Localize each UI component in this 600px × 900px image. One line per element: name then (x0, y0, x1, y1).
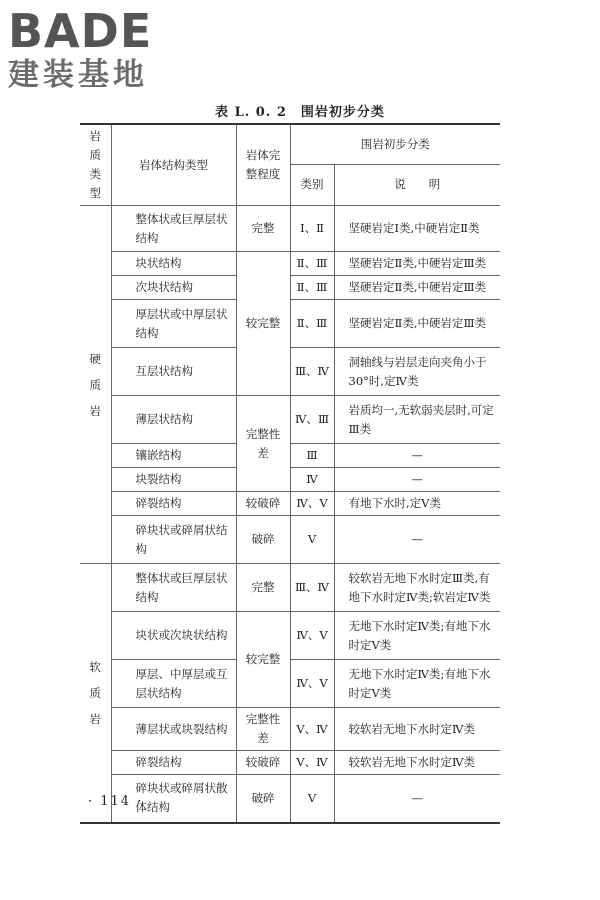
table-caption (0, 101, 600, 120)
header-integrity: 岩体完整程度 (236, 124, 290, 206)
header-description: 说 明 (334, 164, 500, 205)
table-row (80, 206, 500, 252)
description-cell: 坚硬岩定Ⅱ类,中硬岩定Ⅲ类 (334, 300, 500, 348)
structure-cell: 薄层状结构 (111, 396, 236, 444)
table-title: 围岩初步分类 (300, 105, 385, 120)
category-cell: Ⅰ、Ⅱ (290, 206, 334, 252)
header-rock-type: 岩质类型 (80, 124, 111, 206)
integrity-cell: 破碎 (236, 775, 290, 823)
structure-cell: 块状结构 (111, 252, 236, 276)
table-row (80, 612, 500, 660)
description-cell: — (334, 775, 500, 823)
description-cell: 较软岩无地下水时定Ⅲ类,有地下水时定Ⅳ类;软岩定Ⅳ类 (334, 564, 500, 612)
table-row (80, 516, 500, 564)
integrity-cell: 完整 (236, 206, 290, 252)
description-cell: 岩质均一,无软弱夹层时,可定Ⅲ类 (334, 396, 500, 444)
category-cell: Ⅳ、Ⅴ (290, 612, 334, 660)
table-row (80, 660, 500, 708)
structure-cell: 块裂结构 (111, 468, 236, 492)
page-number: · 114 · (88, 794, 144, 809)
description-cell: — (334, 516, 500, 564)
header-category: 类别 (290, 164, 334, 205)
publisher-logo (8, 6, 178, 98)
structure-cell: 块状或次块状结构 (111, 612, 236, 660)
structure-cell: 整体状或巨厚层状结构 (111, 564, 236, 612)
table-number: 表 L. 0. 2 (215, 105, 287, 120)
description-cell: 坚硬岩定Ⅱ类,中硬岩定Ⅲ类 (334, 276, 500, 300)
structure-cell: 碎块状或碎屑状散体结构 (111, 775, 236, 823)
table-row (80, 708, 500, 751)
category-cell: Ⅳ、Ⅴ (290, 660, 334, 708)
table-row (80, 444, 500, 468)
table-row (80, 276, 500, 300)
integrity-cell: 破碎 (236, 516, 290, 564)
description-cell: 坚硬岩定Ⅱ类,中硬岩定Ⅲ类 (334, 252, 500, 276)
structure-cell: 厚层、中厚层或互层状结构 (111, 660, 236, 708)
structure-cell: 厚层状或中厚层状结构 (111, 300, 236, 348)
category-cell: Ⅳ、Ⅴ (290, 492, 334, 516)
category-cell: Ⅲ、Ⅳ (290, 348, 334, 396)
category-cell: Ⅱ、Ⅲ (290, 276, 334, 300)
description-cell: 较软岩无地下水时定Ⅳ类 (334, 708, 500, 751)
header-row (80, 124, 500, 164)
category-cell: Ⅲ、Ⅳ (290, 564, 334, 612)
table-row (80, 468, 500, 492)
structure-cell: 碎裂结构 (111, 751, 236, 775)
group-hard-rock: 硬 质 岩 (80, 206, 111, 564)
header-classification: 围岩初步分类 (290, 124, 500, 164)
table-row (80, 252, 500, 276)
category-cell: Ⅴ、Ⅳ (290, 708, 334, 751)
logo-brand: BADE (8, 4, 153, 58)
description-cell: 坚硬岩定Ⅰ类,中硬岩定Ⅱ类 (334, 206, 500, 252)
description-cell: — (334, 468, 500, 492)
description-cell: 无地下水时定Ⅳ类;有地下水时定Ⅴ类 (334, 612, 500, 660)
description-cell: 无地下水时定Ⅳ类;有地下水时定Ⅴ类 (334, 660, 500, 708)
logo-subtitle: 建装基地 (8, 57, 148, 93)
category-cell: Ⅳ、Ⅲ (290, 396, 334, 444)
structure-cell: 薄层状或块裂结构 (111, 708, 236, 751)
integrity-cell: 较完整 (236, 252, 290, 396)
rock-classification-table (80, 123, 500, 824)
structure-cell: 碎块状或碎屑状结构 (111, 516, 236, 564)
table-row (80, 564, 500, 612)
table-row (80, 492, 500, 516)
table-row (80, 348, 500, 396)
integrity-cell: 较完整 (236, 612, 290, 708)
structure-cell: 碎裂结构 (111, 492, 236, 516)
category-cell: Ⅴ (290, 775, 334, 823)
table-row (80, 396, 500, 444)
category-cell: Ⅲ (290, 444, 334, 468)
integrity-cell: 较破碎 (236, 492, 290, 516)
table-row (80, 300, 500, 348)
integrity-cell: 完整性差 (236, 708, 290, 751)
category-cell: Ⅱ、Ⅲ (290, 252, 334, 276)
integrity-cell: 较破碎 (236, 751, 290, 775)
category-cell: Ⅴ、Ⅳ (290, 751, 334, 775)
description-cell: 洞轴线与岩层走向夹角小于30°时,定Ⅳ类 (334, 348, 500, 396)
structure-cell: 次块状结构 (111, 276, 236, 300)
description-cell: 有地下水时,定Ⅴ类 (334, 492, 500, 516)
structure-cell: 互层状结构 (111, 348, 236, 396)
table-row (80, 751, 500, 775)
description-cell: 较软岩无地下水时定Ⅳ类 (334, 751, 500, 775)
category-cell: Ⅳ (290, 468, 334, 492)
structure-cell: 整体状或巨厚层状结构 (111, 206, 236, 252)
integrity-cell: 完整性差 (236, 396, 290, 492)
category-cell: Ⅱ、Ⅲ (290, 300, 334, 348)
category-cell: Ⅴ (290, 516, 334, 564)
description-cell: — (334, 444, 500, 468)
header-structure: 岩体结构类型 (111, 124, 236, 206)
integrity-cell: 完整 (236, 564, 290, 612)
group-soft-rock: 软 质 岩 (80, 564, 111, 823)
structure-cell: 镶嵌结构 (111, 444, 236, 468)
